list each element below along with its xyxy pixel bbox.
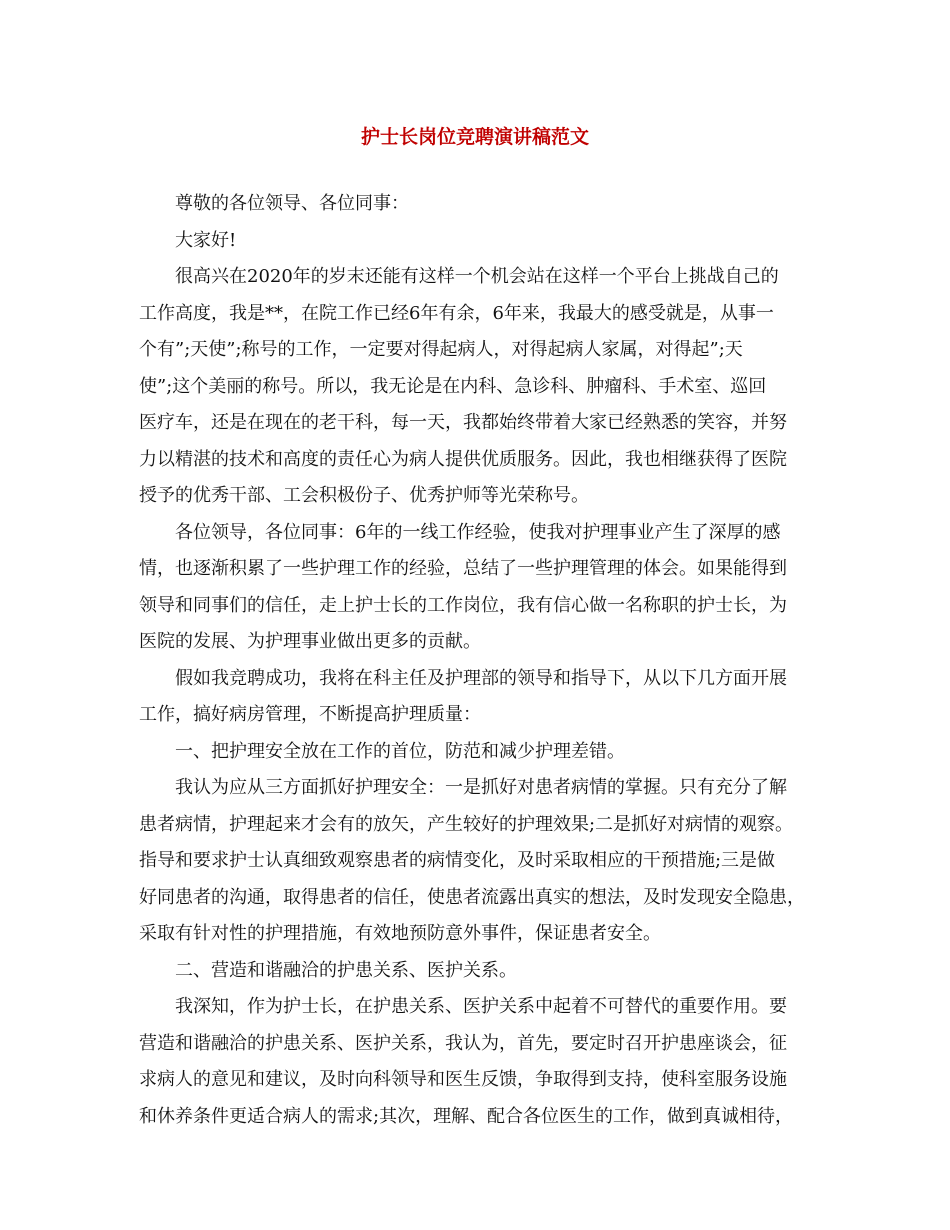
paragraph-line: 患者病情，护理起来才会有的放矢，产生较好的护理效果;二是抓好对病情的观察。 <box>139 813 794 835</box>
document-body <box>139 186 812 1135</box>
paragraph-line: 采取有针对性的护理措施，有效地预防意外事件，保证患者安全。 <box>139 923 661 944</box>
paragraph-line: 各位领导，各位同事：6年的一线工作经验，使我对护理事业产生了深厚的感 <box>175 521 781 543</box>
paragraph-line: 医院的发展、为护理事业做出更多的贡献。 <box>139 631 481 652</box>
paragraph-line: 假如我竞聘成功，我将在科主任及护理部的领导和指导下，从以下几方面开展 <box>175 667 787 689</box>
paragraph-line: 和休养条件更适合病人的需求;其次，理解、配合各位医生的工作，做到真诚相待， <box>139 1105 794 1127</box>
paragraph-line: 求病人的意见和建议，及时向科领导和医生反馈，争取得到支持，使科室服务设施 <box>139 1069 787 1090</box>
paragraph-line: 工作高度，我是**，在院工作已经6年有余，6年来，我最大的感受就是，从事一 <box>139 302 774 324</box>
paragraph-line: 我认为应从三方面抓好护理安全：一是抓好对患者病情的掌握。只有充分了解 <box>175 777 787 798</box>
document-title: 护士长岗位竞聘演讲稿范文 <box>360 126 589 148</box>
paragraph-line: 个有”;天使”;称号的工作，一定要对得起病人，对得起病人家属，对得起”;天 <box>139 339 743 360</box>
paragraph-line: 情，也逐渐积累了一些护理工作的经验，总结了一些护理管理的体会。如果能得到 <box>139 558 787 579</box>
paragraph-line: 指导和要求护士认真细致观察患者的病情变化，及时采取相应的干预措施;三是做 <box>139 850 776 871</box>
paragraph-line: 二、营造和谐融洽的护患关系、医护关系。 <box>175 959 517 981</box>
paragraph-line: 授予的优秀干部、工会积极份子、优秀护师等光荣称号。 <box>139 485 589 506</box>
paragraph-line: 很高兴在2020年的岁末还能有这样一个机会站在这样一个平台上挑战自己的 <box>175 266 779 287</box>
paragraph-line: 医疗车，还是在现在的老干科，每一天，我都始终带着大家已经熟悉的笑容，并努 <box>139 412 787 433</box>
paragraph-line: 我深知，作为护士长，在护患关系、医护关系中起着不可替代的重要作用。要 <box>175 996 787 1017</box>
paragraph-line: 尊敬的各位领导、各位同事： <box>175 193 409 214</box>
paragraph-line: 大家好! <box>175 229 237 251</box>
paragraph-line: 好同患者的沟通，取得患者的信任，使患者流露出真实的想法，及时发现安全隐患， <box>139 886 805 908</box>
paragraph-line: 领导和同事们的信任，走上护士长的工作岗位，我有信心做一名称职的护士长，为 <box>139 594 787 616</box>
paragraph-line: 力以精湛的技术和高度的责任心为病人提供优质服务。因此，我也相继获得了医院 <box>139 448 787 470</box>
paragraph-line: 使”;这个美丽的称号。所以，我无论是在内科、急诊科、肿瘤科、手术室、巡回 <box>139 375 767 397</box>
paragraph-line: 营造和谐融洽的护患关系、医护关系，我认为，首先，要定时召开护患座谈会，征 <box>139 1032 787 1054</box>
paragraph-line: 工作，搞好病房管理，不断提高护理质量： <box>139 704 481 725</box>
paragraph-line: 一、把护理安全放在工作的首位，防范和减少护理差错。 <box>175 740 625 762</box>
